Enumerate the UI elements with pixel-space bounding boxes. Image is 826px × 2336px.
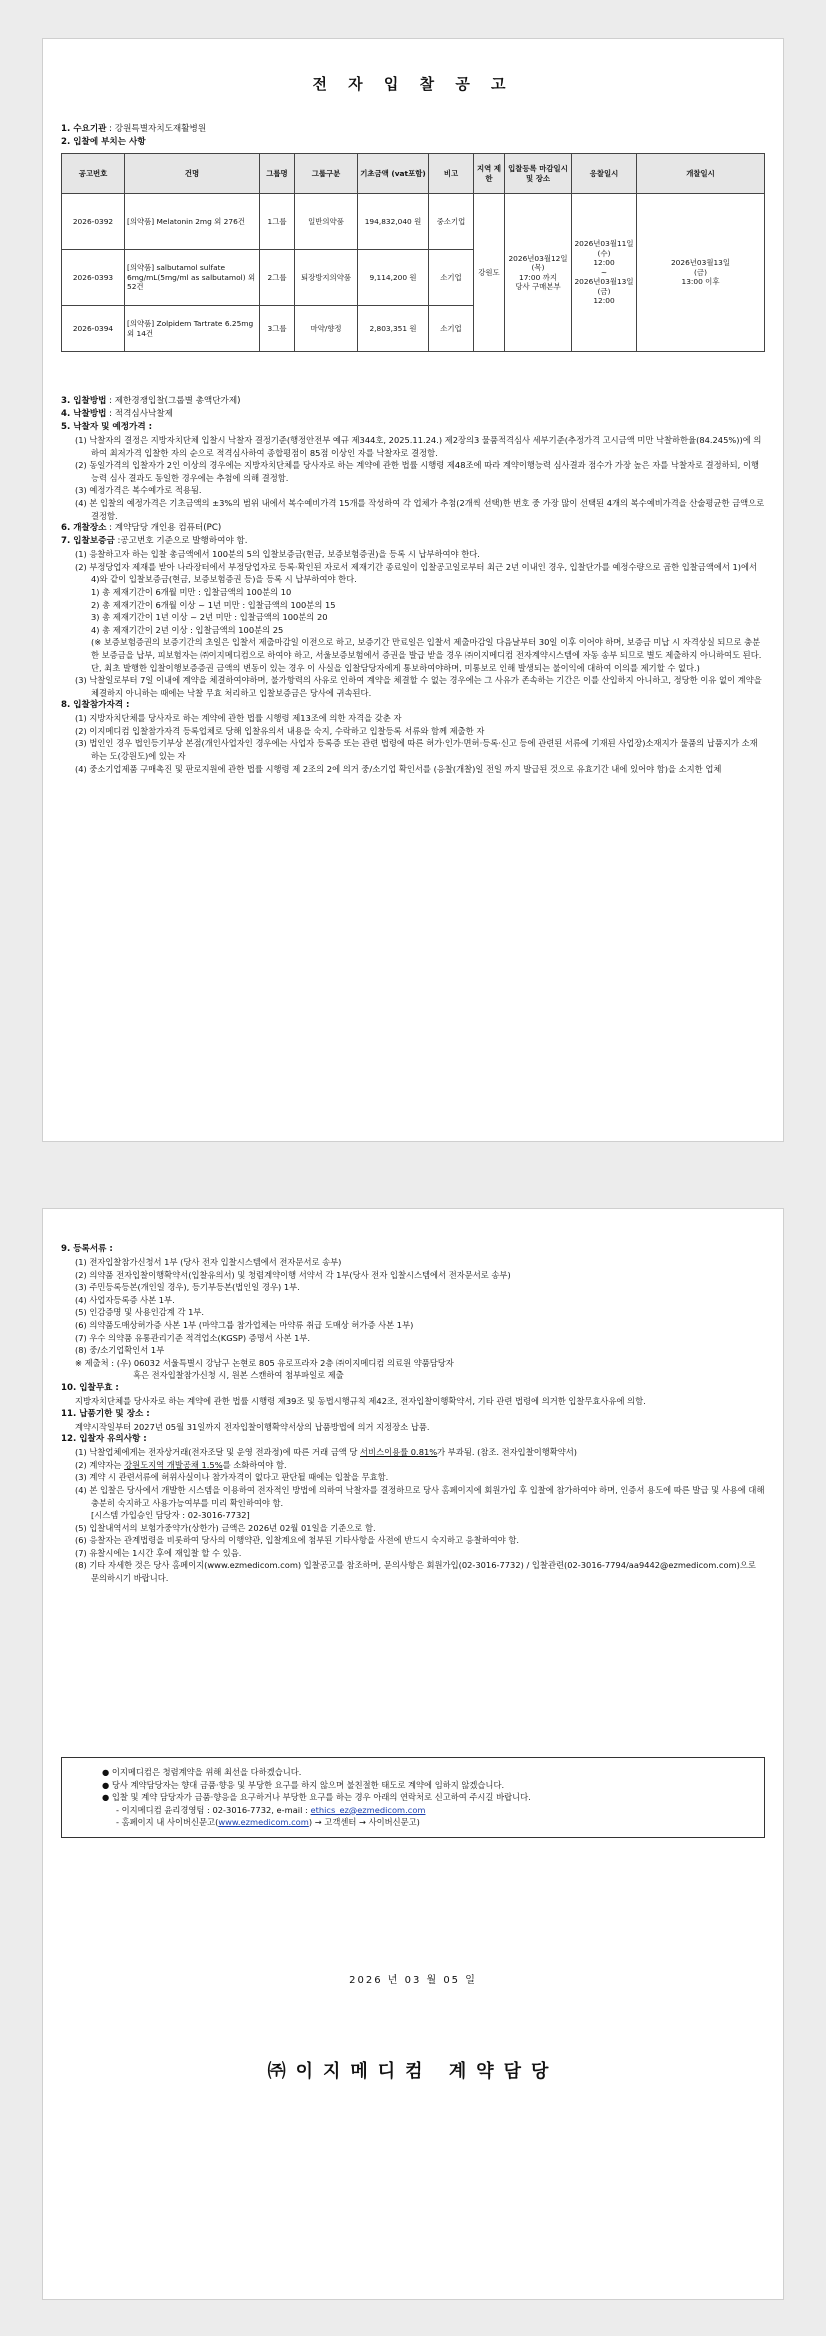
list-item: (4) 본 입찰의 예정가격은 기초금액의 ±3%의 범위 내에서 복수예비가격 15개를 작성하여 각 업체가 추첨(2개씩 선택)한 번호 중 가장 많이 선택된 4개의 복수예비가격을 산술평균한 금액으로 결정함. [75, 497, 765, 521]
table-header: 비고 [429, 154, 474, 194]
list-item: 1) 총 제재기간이 6개월 미만 : 입찰금액의 100분의 10 [91, 586, 292, 597]
list-item: (8) 중/소기업확인서 1부 [75, 1345, 165, 1356]
opening-cell: 2026년03월13일 (금) 13:00 이후 [637, 194, 765, 352]
list-item: (1) 낙찰업체에게는 전자상거래(전자조달 및 운영 전과정)에 따른 거래 금액 당 서비스이용률 0.81%가 부과됨. (참조. 전자입찰이행확약서) [75, 1447, 578, 1458]
section-10-text: 지방자치단체를 당사자로 하는 계약에 관한 법률 시행령 제39조 및 동법시행규칙 제42조, 전자입찰이행확약서, 기타 관련 법령에 의거한 입찰무효사유에 의함. [75, 1395, 646, 1406]
list-item: (5) 인감증명 및 사용인감계 각 1부. [75, 1307, 205, 1318]
list-item: (1) 지방자치단체를 당사자로 하는 계약에 관한 법률 시행령 제13조에 의한 자격을 갖춘 자 [75, 713, 402, 724]
section-5: 5. 낙찰자 및 예정가격 : [61, 422, 153, 432]
table-row: 2026-0392 [의약품] Melatonin 2mg 외 276건 1그룹 일반의약품 194,832,040 원 중소기업 강원도 2026년03월12일 (목) 17:00 까지 당사 구매본부 2026년03월11일 (수) 12:00 ~ 2026년03월13일 (금) 12:00 2026년03월13일 (금) 13:00 이후 [62, 194, 765, 250]
list-item: (3) 낙찰일로부터 7일 이내에 계약을 체결하여야하며, 불가항력의 사유로 인하여 계약을 체결할 수 없는 경우에는 그 사유가 존속하는 기간은 이를 산입하지 아니하고, 정당한 이유 없이 계약을 체결하지 아니하는 때에는 낙찰 무효 처리하고 입찰보증금은 당사에 귀속된다. [75, 675, 762, 698]
submit-note: 혹은 전자입찰참가신청 시, 원본 스캔하여 첨부파일로 제출 [133, 1370, 344, 1381]
contact-line: [시스템 가입승인 담당자 : 02-3016-7732] [91, 1510, 250, 1521]
table-header: 개찰일시 [637, 154, 765, 194]
section-10: 10. 입찰무효 : [61, 1382, 119, 1393]
list-item: (4) 사업자등록증 사본 1부. [75, 1294, 175, 1305]
table-header: 건명 [125, 154, 260, 194]
list-item: (1) 전자입찰참가신청서 1부 (당사 전자 입찰시스템에서 전자문서로 송부) [75, 1257, 342, 1267]
list-item: (8) 기타 자세한 것은 당사 홈페이지(www.ezmedicom.com) 입찰공고를 참조하며, 문의사항은 회원가입(02-3016-7732) / 입찰관련(02-3016-7794/aa9442@ezmedicom.com)으로 문의하시기 바랍니다. [75, 1560, 756, 1584]
list-item: (6) 응찰자는 관계법령을 비롯하여 당사의 이행약관, 입찰계요에 첨부된 기타사항을 사전에 반드시 숙지하고 응찰하여야 함. [75, 1535, 520, 1546]
region-cell: 강원도 [474, 194, 505, 352]
list-item: (7) 우수 의약품 유통관리기준 적격업소(KGSP) 증명서 사본 1부. [75, 1332, 311, 1343]
list-item: (1) 응찰하고자 하는 입찰 총금액에서 100분의 5의 입찰보증금(현금, 보증보험증권)을 등록 시 납부하여야 한다. [75, 549, 480, 560]
table-header: 기초금액 (vat포함) [358, 154, 429, 194]
list-item: (3) 계약 시 관련서류에 허위사실이나 참가자격이 없다고 판단될 때에는 입찰을 무효함. [75, 1472, 389, 1483]
list-item: (1) 낙찰자의 결정은 지방자치단체 입찰시 낙찰자 결정기준(행정안전부 예규 제344호, 2025.11.24.) 제2장의3 물품적격심사 세부기준(추정가격 고시금액 미만 낙찰하한율(84.245%))에 의하여 최저가격 입찰한 자의 순으로 적격심사하여 종합평점이 85점 이상인 자를 낙찰자로 결정함. [75, 435, 762, 458]
email-link[interactable]: ethics_ez@ezmedicom.com [310, 1804, 426, 1815]
notice-date: 2026 년 03 월 05 일 [349, 1975, 477, 1986]
list-item: (5) 입찰내역서의 보험가중약가(상한가) 금액은 2026년 02월 01일을 기준으로 함. [75, 1522, 376, 1533]
list-item: 3) 총 제재기간이 1년 이상 ~ 2년 미만 : 입찰금액의 100분의 20 [91, 612, 328, 623]
section-1: 1. 수요기관 : 강원특별자치도재활병원 [61, 124, 207, 134]
table-header: 그룹명 [260, 154, 295, 194]
submit-address: ※ 제출처 : (우) 06032 서울특별시 강남구 논현로 805 유로프라자 2층 ㈜이지메디컴 의료원 약품담당자 [75, 1357, 454, 1368]
signature-line: ㈜이지메디컴 계약담당 [267, 2061, 559, 2082]
list-item: (3) 예정가격은 복수예가로 적용됨. [75, 485, 202, 496]
section-8: 8. 입찰참가자격 : [61, 700, 130, 711]
bid-period-cell: 2026년03월11일 (수) 12:00 ~ 2026년03월13일 (금) 12:00 [572, 194, 637, 352]
table-row: 2026-0394 [의약품] Zolpidem Tartrate 6.25mg 외 14건 3그룹 마약/향정 2,803,351 원 소기업 [62, 306, 765, 352]
section-11: 11. 납품기한 및 장소 : [61, 1408, 150, 1419]
list-item: (6) 의약품도매상허가증 사본 1부 (마약그룹 참가업체는 마약류 취급 도매상 허가증 사본 1부) [75, 1319, 414, 1330]
section-9: 9. 등록서류 : [61, 1244, 113, 1254]
list-item: (4) 중소기업제품 구매촉진 및 판로지원에 관한 법률 시행령 제 2조의 2에 의거 중/소기업 확인서를 (응찰(개찰)일 전일 까지 발급된 것으로 유효기간 내에 있어야 함)을 소지한 업체 [75, 763, 722, 774]
section-2: 2. 입찰에 부치는 사항 [61, 137, 146, 147]
list-item: (2) 계약자는 강원도지역 개발공채 1.5%를 소화하여야 함. [75, 1459, 287, 1470]
list-item: (3) 법인인 경우 법인등기부상 본점(개인사업자인 경우에는 사업자 등록증 또는 관련 법령에 따른 허가·인가·면허·등록·신고 등에 관련된 서류에 기재된 사업장)소재지가 물품의 납품지가 소재하는 도(강원도)에 있는 자 [75, 738, 758, 762]
list-item: 2) 총 제재기간이 6개월 이상 ~ 1년 미만 : 입찰금액의 100분의 15 [91, 599, 336, 610]
table-row: 2026-0393 [의약품] salbutamol sulfate 6mg/mL(5mg/ml as salbutamol) 외 52건 2그룹 퇴장방지의약품 9,114,200 원 소기업 [62, 250, 765, 306]
section-4: 4. 낙찰방법 : 적격심사낙찰제 [61, 409, 173, 419]
section-12: 12. 입찰자 유의사항 : [61, 1434, 147, 1445]
section-11-text: 계약시작일부터 2027년 05월 31일까지 전자입찰이행확약서상의 납품방법에 의거 지정장소 납품. [75, 1421, 430, 1432]
deadline-cell: 2026년03월12일 (목) 17:00 까지 당사 구매본부 [505, 194, 572, 352]
bid-table [61, 153, 765, 352]
ethics-notice-box: ● 이지메디컴은 청렴계약을 위해 최선을 다하겠습니다. ● 당사 계약담당자는 향대 금품·향응 및 부당한 요구를 하지 않으며 불친절한 태도로 계약에 임하지 않겠습니다. ● 입찰 및 계약 담당자가 금품·향응을 요구하거나 부당한 요구를 하는 경우 아래의 연락처로 신고하여 주시길 바랍니다. - 이지메디컴 윤리경영팀 : 02-3016-7732, e-mail : ethics_ez@ezmedicom.com - 홈페이지 내 사이버신문고(www.ezmedicom.com) → 고객센터 → 사이버신문고) [61, 1757, 765, 1838]
list-item: (2) 부정당업자 제재를 받아 나라장터에서 부정당업자로 등록·확인된 자로서 제재기간 종료일이 입찰공고일로부터 최근 2년 이내인 경우, 입찰단가를 예정수량으로 곱한 입찰금액에서 1)에서 4)와 같이 입찰보증금(현금, 보증보험증권 등)을 등록 시 납부하여야 한다. [75, 561, 758, 585]
list-item: (3) 주민등록등본(개인일 경우), 등기부등본(법인일 경우) 1부. [75, 1282, 300, 1293]
table-header: 입찰등록 마감일시 및 장소 [505, 154, 572, 194]
list-item: (7) 유찰시에는 1시간 후에 재입찰 할 수 있음. [75, 1547, 242, 1558]
section-6: 6. 개찰장소 : 계약담당 개인용 컴퓨터(PC) [61, 523, 222, 534]
table-header: 응찰일시 [572, 154, 637, 194]
table-header: 그룹구분 [295, 154, 358, 194]
list-item: (4) 본 입찰은 당사에서 개발한 시스템을 이용하여 전자적인 방법에 의하여 낙찰자를 결정하므로 당사 홈페이지에 회원가입 후 입찰에 참가하여야 하며, 인증서 용도에 따른 발급 및 사용에 대해 충분히 숙지하고 사용가능여부를 미리 확인하여야 함. [75, 1484, 765, 1508]
list-item: (2) 이지메디컴 입찰참가자격 등록업체로 당해 입찰유의서 내용을 숙지, 수락하고 입찰등록 서류와 함께 제출한 자 [75, 725, 485, 736]
page-1 [42, 38, 784, 1142]
website-link[interactable]: www.ezmedicom.com [218, 1817, 309, 1827]
document-title: 전 자 입 찰 공 고 [312, 75, 514, 93]
list-item: 4) 총 제재기간이 2년 이상 : 입찰금액의 100분의 25 [91, 624, 284, 635]
list-item: (2) 의약품 전자입찰이행확약서(입찰유의서) 및 청렴계약이행 서약서 각 1부(당사 전자 입찰시스템에서 전자문서로 송부) [75, 1269, 511, 1280]
remark: (※ 보증보험증권의 보증기간의 초일은 입찰서 제출마감일 이전으로 하고, 보증기간 만료일은 입찰서 제출마감일 다음날부터 30일 이후 이어야 하며, 보증금 미납 시 자격상실 되므로 충분한 보증금을 납부, 피보험자는 ㈜이지메디컴으로 하여야 하고, 서울보증보험에서 증권을 발급 받을 경우 ㈜이지메디컴 전자계약시스템에 자동 송부 되므로 별도 제출하지 아니하여도 된다. 단, 최초 발행한 입찰이행보증증권 금액의 변동이 있는 경우 이 사실을 입찰담당자에게 통보하여야하며, 미통보로 인해 발생되는 불이익에 대하여 이의를 제기할 수 없다.) [91, 637, 762, 673]
table-header: 공고번호 [62, 154, 125, 194]
list-item: (2) 동일가격의 입찰자가 2인 이상의 경우에는 지방자치단체를 당사자로 하는 계약에 관한 법률 시행령 제48조에 따라 계약이행능력 심사결과 점수가 가장 높은 자를 낙찰자로 결정하되, 이행능력 심사 결과도 동일한 경우에는 추첨에 의해 결정함. [75, 460, 759, 483]
section-7: 7. 입찰보증금 :공고번호 기준으로 발행하여야 함. [61, 536, 248, 547]
section-3: 3. 입찰방법 : 제한경쟁입찰(그룹별 총액단가제) [61, 396, 241, 406]
page-2 [42, 1208, 784, 2300]
table-header: 지역 제한 [474, 154, 505, 194]
